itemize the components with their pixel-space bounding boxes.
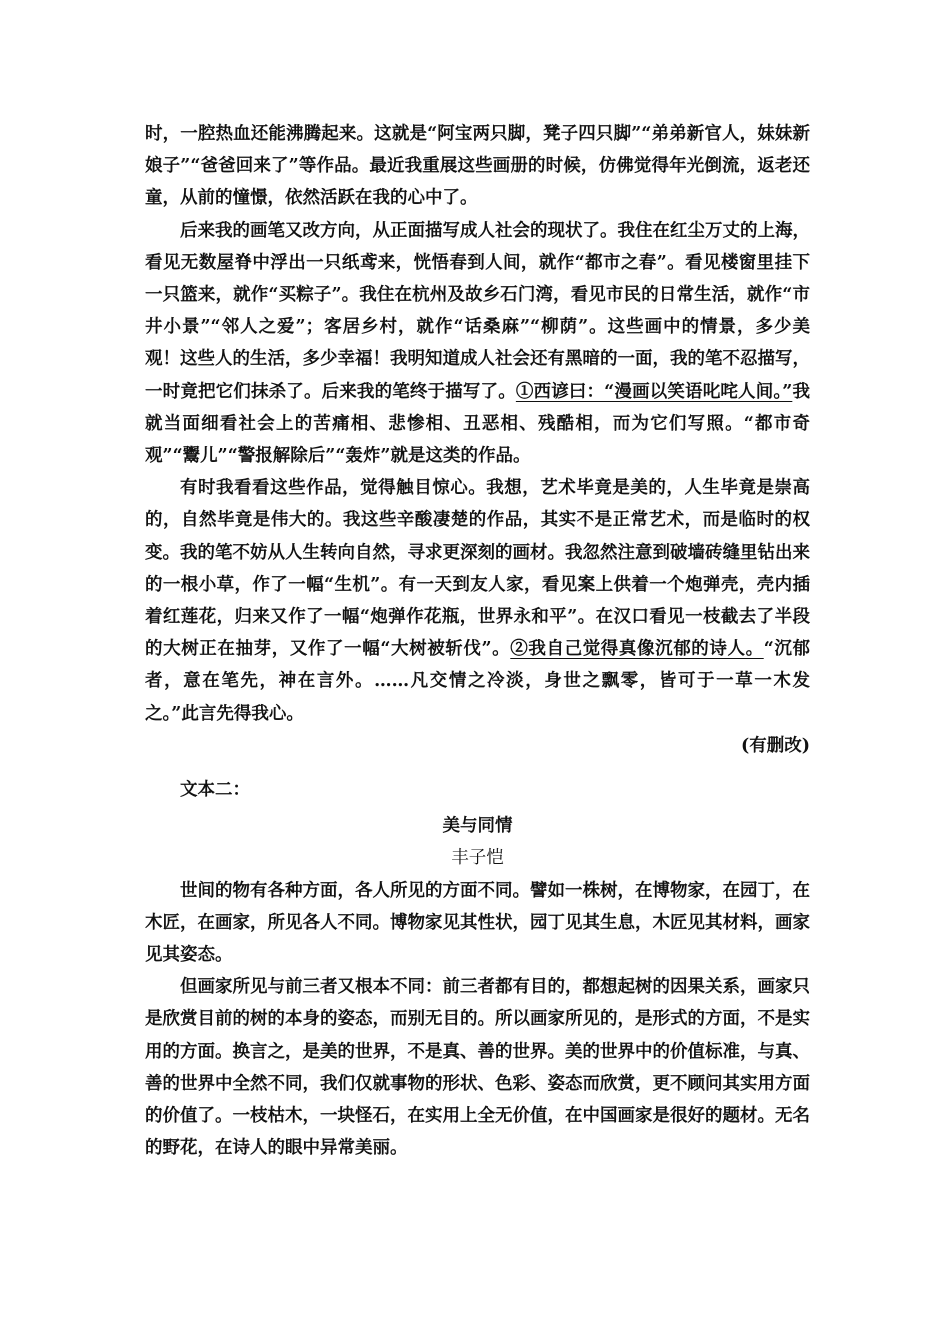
text1-paragraph-3 xyxy=(145,472,810,730)
underlined-sentence-1: ①西谚曰：“漫画以笑语叱咤人间。” xyxy=(515,381,793,402)
text1-paragraph-2-part-a: 后来我的画笔又改方向，从正面描写成人社会的现状了。我住在红尘万丈的上海，看见无数屋脊中浮出一只纸鸢来，恍悟春到人间，就作“都市之春”。看见楼窗里挂下一只篮来，就作“买粽子”。我住在杭州及故乡石门湾，看见市民的日常生活，就作“市井小景”“邻人之爱”；客居乡村，就作“话桑麻”“柳荫”。这些画中的情景，多少美观！这些人的生活，多少幸福！我明知道成人社会还有黑暗的一面，我的笔不忍描写，一时竟把它们抹杀了。后来我的笔终于描写了。 xyxy=(145,220,810,402)
text1-paragraph-2-part-b: 我就当面细看社会上的苦痛相、悲惨相、丑恶相、残酷相，而为它们写照。“都市奇观”“鬻儿”“警报解除后”“轰炸”就是这类的作品。 xyxy=(145,381,810,467)
text2-label: 文本二： xyxy=(180,780,250,801)
text1-paragraph-1: 时，一腔热血还能沸腾起来。这就是“阿宝两只脚，凳子四只脚”“弟弟新官人，妹妹新娘子”“爸爸回来了”等作品。最近我重展这些画册的时候，仿佛觉得年光倒流，返老还童，从前的憧憬，依然活跃在我的心中了。 xyxy=(145,124,810,209)
article-author: 丰子恺 xyxy=(451,848,504,869)
text2-paragraph-1: 世间的物有各种方面，各人所见的方面不同。譬如一株树，在博物家，在园丁，在木匠，在画家，所见各人不同。博物家见其性状，园丁见其生息，木匠见其材料，画家见其姿态。 xyxy=(145,880,810,966)
text1-paragraph-3-part-b: “沉郁者，意在笔先，神在言外。……凡交情之冷淡，身世之飘零，皆可于一草一木发之。”此言先得我心。 xyxy=(145,639,810,724)
text2-paragraph-2: 但画家所见与前三者又根本不同：前三者都有目的，都想起树的因果关系，画家只是欣赏目前的树的本身的姿态，而别无目的。所以画家所见的，是形式的方面，不是实用的方面。换言之，是美的世界，不是真、善的世界。美的世界中的价值标准，与真、善的世界中全然不同，我们仅就事物的形状、色彩、姿态而欣赏，更不顾问其实用方面的价值了。一枝枯木，一块怪石，在实用上全无价值，在中国画家是很好的题材。无名的野花，在诗人的眼中异常美丽。 xyxy=(145,977,810,1159)
article-title: 美与同情 xyxy=(442,816,513,837)
text1-paragraph-3-part-a: 有时我看看这些作品，觉得触目惊心。我想，艺术毕竟是美的，人生毕竟是崇高的，自然毕竟是伟大的。我这些辛酸凄楚的作品，其实不是正常艺术，而是临时的权变。我的笔不妨从人生转向自然，寻求更深刻的画材。我忽然注意到破墙砖缝里钻出来的一根小草，作了一幅“生机”。有一天到友人家，看见案上供着一个炮弹壳，壳内插着红莲花，归来又作了一幅“炮弹作花瓶，世界永和平”。在汉口看见一枝截去了半段的大树正在抽芽，又作了一幅“大树被斩伐”。 xyxy=(145,478,810,660)
source-note: (有删改) xyxy=(740,735,810,756)
document-page xyxy=(145,118,810,1165)
text1-paragraph-2 xyxy=(145,215,810,473)
underlined-sentence-2: ②我自己觉得真像沉郁的诗人。 xyxy=(510,639,764,660)
